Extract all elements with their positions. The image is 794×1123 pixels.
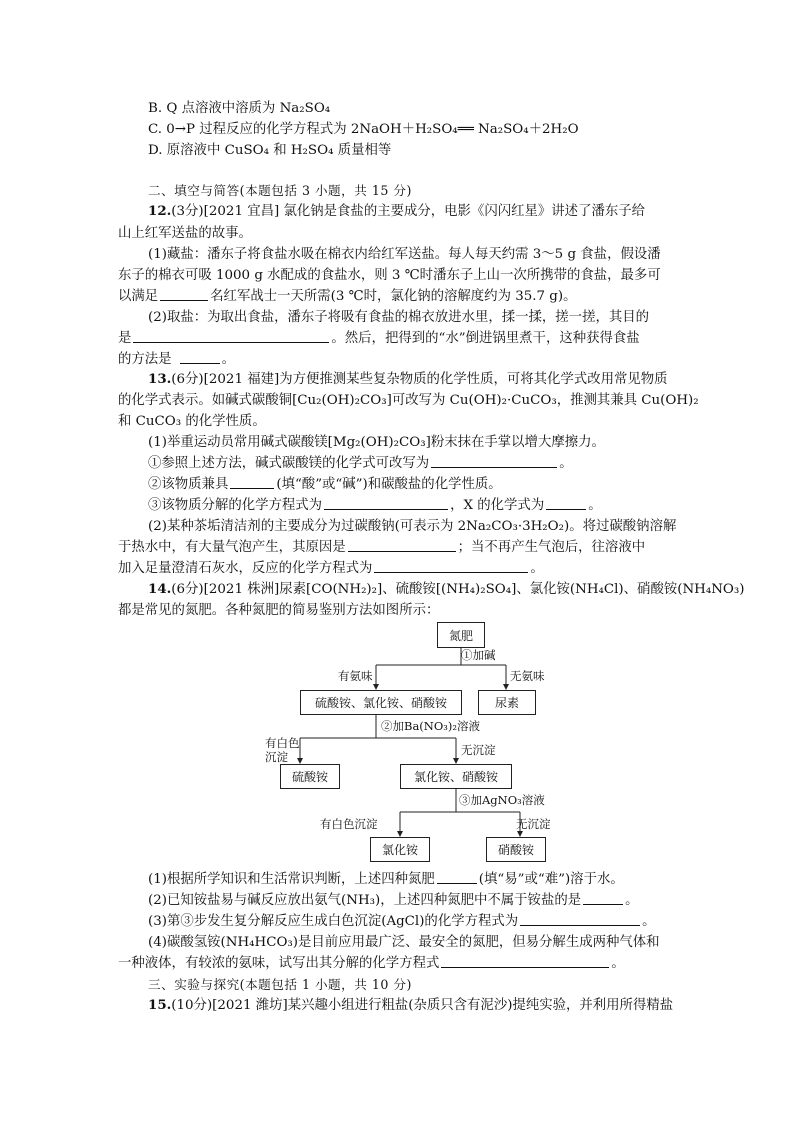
text: ③该物质分解的化学方程式为	[148, 498, 323, 513]
question-12-head-2: 山上红军送盐的故事。	[118, 226, 252, 241]
no-precipitate-label-2: 无沉淀	[516, 817, 551, 831]
option-d: D. 原溶液中 CuSO₄ 和 H₂SO₄ 质量相等	[148, 143, 392, 158]
answer-blank[interactable]	[437, 870, 477, 884]
text: (2)已知铵盐易与碱反应放出氨气(NH₃)，上述四种氮肥中不属于铵盐的是	[148, 893, 582, 908]
section-3-title: 三、实验与探究(本题包括 1 小题，共 10 分)	[148, 977, 412, 992]
text: 于热水中，有大量气泡产生，其原因是	[118, 540, 346, 555]
q14-p3	[148, 912, 656, 931]
question-number: 14.	[148, 581, 172, 597]
text: 。	[588, 498, 602, 513]
white-precipitate-label: 有白色沉淀	[320, 817, 378, 831]
question-15-head	[148, 996, 673, 1015]
text: 。	[625, 893, 639, 908]
text: 的方法是	[118, 352, 172, 367]
q12-p1-line2: 东子的棉衣可吸 1000 g 水配成的食盐水，则 3 ℃时潘东子上山一次所携带的食盐，最多可	[118, 268, 661, 283]
question-number: 13.	[148, 371, 172, 387]
answer-blank[interactable]	[441, 954, 609, 968]
answer-blank[interactable]	[520, 912, 640, 926]
node-urea: 尿素	[478, 690, 536, 715]
q14-p2	[148, 891, 639, 910]
option-b: B. Q 点溶液中溶质为 Na₂SO₄	[148, 101, 331, 116]
q14-p4-line1: (4)碳酸氢铵(NH₄HCO₃)是目前应用最广泛、最安全的氮肥，但易分解生成两种气体和	[148, 935, 660, 950]
q12-p1-line1: (1)藏盐：潘东子将食盐水吸在棉衣内给红军送盐。每人每天约需 3～5 g 食盐，假设潘	[148, 247, 661, 262]
white-precipitate-label-2: 沉淀	[265, 750, 288, 764]
text: 。	[221, 352, 235, 367]
text: ；当不再产生气泡后，往溶液中	[457, 540, 646, 555]
text: 。	[559, 456, 573, 471]
no-precipitate-label: 无沉淀	[461, 743, 496, 757]
node-ammonium-nitrate: 硝酸铵	[486, 837, 546, 862]
text: (填“酸”或“碱”)和碳酸盐的化学性质。	[276, 477, 502, 492]
no-ammonia-smell-label: 无氨味	[510, 669, 545, 683]
text: (1)根据所学知识和生活常识判断，上述四种氮肥	[148, 872, 435, 887]
node-fertilizer: 氮肥	[437, 622, 485, 648]
step-2-label: ②加Ba(NO₃)₂溶液	[381, 719, 480, 733]
question-text: (3分)[2021 宜昌] 氯化钠是食盐的主要成分，电影《闪闪红星》讲述了潘东子给	[171, 204, 646, 219]
has-ammonia-smell-label: 有氨味	[338, 669, 373, 683]
question-13-head-2: 的化学式表示。如碱式碳酸铜[Cu₂(OH)₂CO₃]可改写为 Cu(OH)₂·CuCO₃，推测其兼具 Cu(OH)₂	[118, 393, 699, 408]
text: 。	[530, 561, 544, 576]
text: ②该物质兼具	[148, 477, 229, 492]
question-14-head-2: 都是常见的氮肥。各种氮肥的简易鉴别方法如图所示：	[118, 603, 440, 618]
answer-blank[interactable]	[583, 891, 623, 905]
question-13-head-3: 和 CuCO₃ 的化学性质。	[118, 414, 266, 429]
white-precipitate-label-1: 有白色	[265, 736, 300, 750]
q13-p2-line1: (2)某种茶垢清洁剂的主要成分为过碳酸钠(可表示为 2Na₂CO₃·3H₂O₂)。将过碳酸钠溶解	[148, 519, 677, 534]
text: 加入足量澄清石灰水，反应的化学方程式为	[118, 561, 373, 576]
section-2-title: 二、填空与简答(本题包括 3 小题，共 15 分)	[148, 183, 412, 198]
option-c: C. 0→P 过程反应的化学方程式为 2NaOH＋H₂SO₄══ Na₂SO₄＋2H₂O	[148, 122, 579, 137]
text: (3)第③步发生复分解反应生成白色沉淀(AgCl)的化学方程式为	[148, 914, 519, 929]
node-ammonium-sulfate: 硫酸铵	[280, 764, 340, 789]
q14-p1	[148, 870, 624, 889]
text: 。然后，把得到的“水”倒进锅里煮干，这种获得食盐	[331, 331, 640, 346]
question-text: (6分)[2021 株洲]尿素[CO(NH₂)₂]、硫酸铵[(NH₄)₂SO₄]、氯化铵(NH₄Cl)、硝酸铵(NH₄NO₃)	[171, 582, 745, 597]
question-number: 15.	[148, 997, 172, 1013]
step-3-label: ③加AgNO₃溶液	[459, 793, 545, 807]
text: ，X 的化学式为	[450, 498, 545, 513]
q13-p1: (1)举重运动员常用碱式碳酸镁[Mg₂(OH)₂CO₃]粉末抹在手掌以增大摩擦力。	[148, 435, 605, 450]
node-ammonium-chloride: 氯化铵	[370, 837, 430, 862]
text: (填“易”或“难”)溶于水。	[478, 872, 624, 887]
text: 一种液体，有较浓的氨味，试写出其分解的化学方程式	[118, 956, 440, 971]
text: 。	[611, 956, 625, 971]
step-1-label: ①加碱	[461, 648, 496, 662]
text: 。	[642, 914, 656, 929]
text: 以满足	[118, 289, 159, 304]
q12-p2-line1: (2)取盐：为取出食盐，潘东子将吸有食盐的棉衣放进水里，揉一揉，搓一搓，其目的	[148, 310, 650, 325]
question-text: (10分)[2021 潍坊]某兴趣小组进行粗盐(杂质只含有泥沙)提纯实验，并利用所得精盐	[171, 998, 674, 1013]
text: ①参照上述方法，碱式碳酸镁的化学式可改写为	[148, 456, 430, 471]
text: 是	[118, 331, 132, 346]
node-three-ammonium-salts: 硫酸铵、氯化铵、硝酸铵	[300, 690, 462, 715]
question-number: 12.	[148, 203, 172, 219]
q14-p4-line2	[118, 954, 625, 973]
text: 名红军战士一天所需(3 ℃时，氯化钠的溶解度约为 35.7 g)。	[210, 289, 577, 304]
node-chloride-nitrate: 氯化铵、硝酸铵	[400, 764, 512, 789]
question-text: (6分)[2021 福建]为方便推测某些复杂物质的化学性质，可将其化学式改用常见物质	[171, 372, 668, 387]
